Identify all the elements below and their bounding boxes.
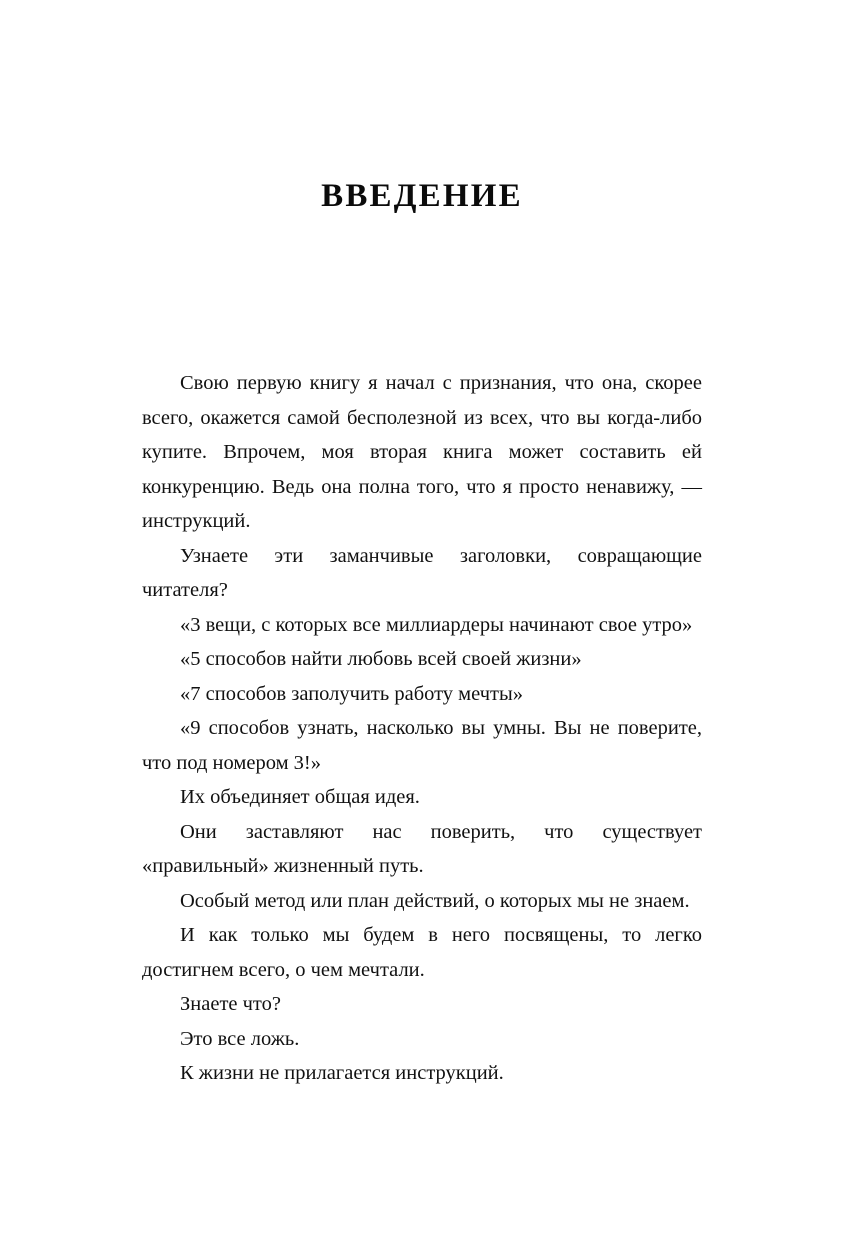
paragraph: «7 способов заполучить работу мечты» xyxy=(180,682,524,705)
page-title: ВВЕДЕНИЕ xyxy=(321,178,523,214)
paragraph: Свою первую книгу я начал с признания, что она, скорее всего, окажется самой бесполезной из всех, что вы когда-либо купите. Впрочем, моя вторая книга может составить ей конкуренцию. Ведь она полна того, что я просто ненавижу, — инструкций. xyxy=(142,372,702,533)
paragraph: Они заставляют нас поверить, что существует «правильный» жизненный путь. xyxy=(142,820,702,878)
page-content xyxy=(142,0,702,1240)
body-text xyxy=(142,366,702,1091)
paragraph: Это все ложь. xyxy=(180,1027,300,1050)
paragraph: Узнаете эти заманчивые заголовки, совращающие читателя? xyxy=(142,544,702,602)
paragraph: Их объединяет общая идея. xyxy=(180,786,420,809)
paragraph: «3 вещи, с которых все миллиардеры начинают свое утро» xyxy=(180,613,693,636)
paragraph: «9 способов узнать, насколько вы умны. Вы не поверите, что под номером 3!» xyxy=(142,717,702,774)
paragraph: Знаете что? xyxy=(180,993,281,1016)
paragraph: И как только мы будем в него посвящены, то легко достигнем всего, о чем мечтали. xyxy=(142,924,702,981)
paragraph: К жизни не прилагается инструкций. xyxy=(180,1062,504,1085)
paragraph: Особый метод или план действий, о которых мы не знаем. xyxy=(180,889,690,912)
paragraph: «5 способов найти любовь всей своей жизни» xyxy=(180,648,582,671)
